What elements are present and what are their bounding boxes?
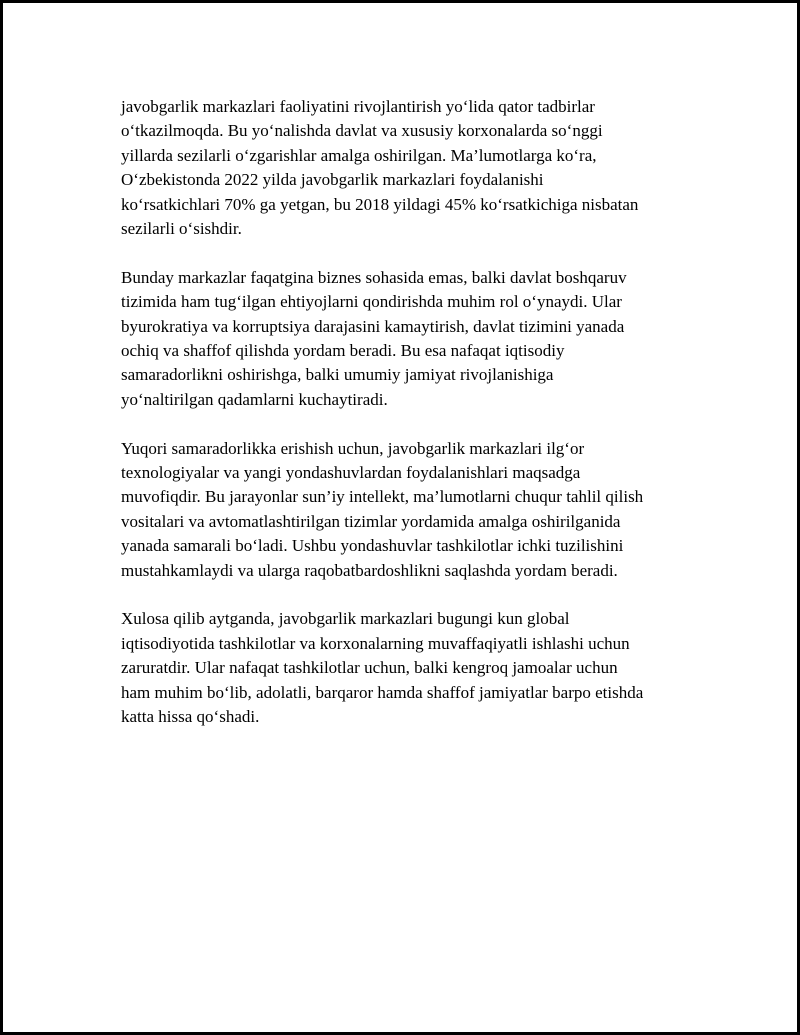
paragraph-2: [121, 266, 721, 412]
paragraph-4-line-5: katta hissa qo‘shadi.: [121, 707, 260, 727]
paragraph-1-line-4: O‘zbekistonda 2022 yilda javobgarlik markazlari foydalanishi: [121, 170, 544, 190]
paragraph-2-line-5: samaradorlikni oshirishga, balki umumiy jamiyat rivojlanishiga: [121, 365, 554, 385]
paragraph-2-line-1: Bunday markazlar faqatgina biznes sohasida emas, balki davlat boshqaruv: [121, 267, 627, 287]
paragraph-1-line-1: javobgarlik markazlari faoliyatini rivojlantirish yo‘lida qator tadbirlar: [121, 97, 595, 116]
paragraph-3-line-3: muvofiqdir. Bu jarayonlar sun’iy intellekt, ma’lumotlarni chuqur tahlil qilish: [121, 487, 644, 507]
document-body: [121, 95, 721, 754]
paragraph-3-line-5: yanada samarali bo‘ladi. Ushbu yondashuvlar tashkilotlar ichki tuzilishini: [121, 536, 624, 556]
paragraph-1-line-6: sezilarli o‘sishdir.: [121, 219, 242, 239]
paragraph-1-line-5: ko‘rsatkichlari 70% ga yetgan, bu 2018 yildagi 45% ko‘rsatkichiga nisbatan: [121, 194, 639, 214]
paragraph-1-line-2: o‘tkazilmoqda. Bu yo‘nalishda davlat va xususiy korxonalarda so‘nggi: [121, 121, 603, 141]
paragraph-1: [121, 95, 721, 241]
paragraph-2-line-4: ochiq va shaffof qilishda yordam beradi. Bu esa nafaqat iqtisodiy: [121, 341, 565, 361]
paragraph-4-line-2: iqtisodiyotida tashkilotlar va korxonalarning muvaffaqiyatli ishlashi uchun: [121, 633, 630, 653]
paragraph-3-line-6: mustahkamlaydi va ularga raqobatbardoshlikni saqlashda yordam beradi.: [121, 560, 618, 580]
paragraph-2-line-2: tizimida ham tug‘ilgan ehtiyojlarni qondirishda muhim rol o‘ynaydi. Ular: [121, 292, 622, 312]
paragraph-3-line-4: vositalari va avtomatlashtirilgan tizimlar yordamida amalga oshirilganida: [121, 511, 621, 531]
paragraph-4-line-3: zaruratdir. Ular nafaqat tashkilotlar uchun, balki kengroq jamoalar uchun: [121, 658, 618, 678]
paragraph-3-line-2: texnologiyalar va yangi yondashuvlardan foydalanishlari maqsadga: [121, 463, 581, 483]
paragraph-3-line-1: Yuqori samaradorlikka erishish uchun, javobgarlik markazlari ilg‘or: [121, 438, 585, 458]
paragraph-3: [121, 437, 721, 583]
paragraph-2-line-3: byurokratiya va korruptsiya darajasini kamaytirish, davlat tizimini yanada: [121, 316, 625, 336]
paragraph-4-line-4: ham muhim bo‘lib, adolatli, barqaror hamda shaffof jamiyatlar barpo etishda: [121, 682, 644, 702]
paragraph-1-line-3: yillarda sezilarli o‘zgarishlar amalga oshirilgan. Ma’lumotlarga ko‘ra,: [121, 145, 597, 165]
paragraph-4: [121, 607, 721, 729]
paragraph-2-line-6: yo‘naltirilgan qadamlarni kuchaytiradi.: [121, 389, 388, 409]
paragraph-4-line-1: Xulosa qilib aytganda, javobgarlik markazlari bugungi kun global: [121, 609, 570, 629]
